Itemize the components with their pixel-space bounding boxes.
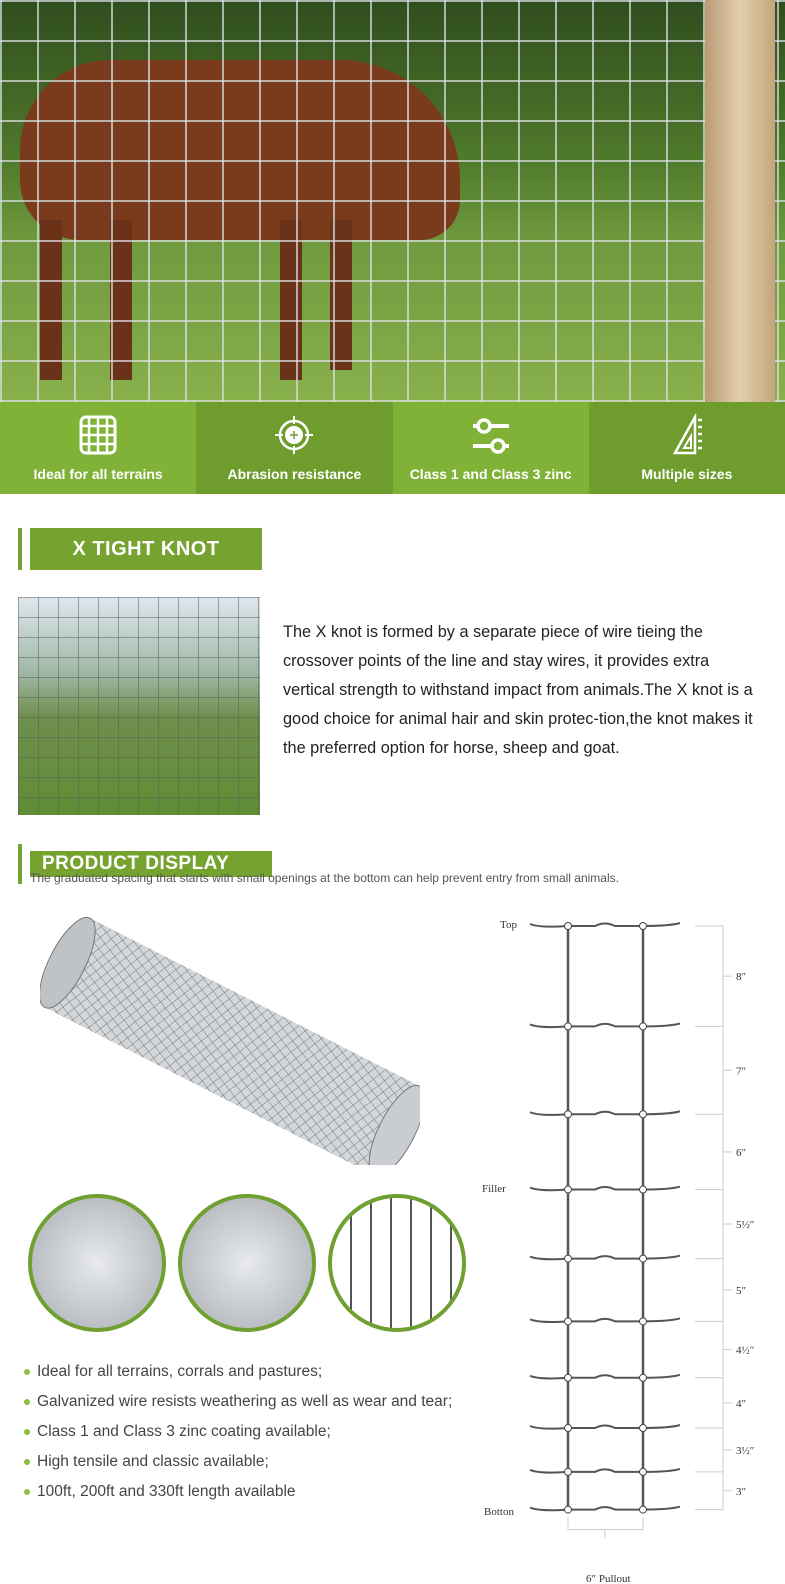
section-title: X TIGHT KNOT [30,528,262,570]
label-bottom: Botton [484,1506,514,1518]
line-wire [530,1023,680,1027]
line-wire [530,1375,680,1379]
knot-mark [640,1506,647,1513]
spacing-label: 4½″ [736,1344,755,1357]
knot-mark [565,1506,572,1513]
knot-closeup-2 [178,1194,316,1332]
triangle-ruler-icon [667,414,707,456]
spacing-label: 5″ [736,1284,747,1297]
knot-mark [565,1023,572,1030]
line-wire [530,1111,680,1115]
knot-mark [565,1255,572,1262]
section-subtitle: The graduated spacing that starts with small openings at the bottom can help prevent entry from small animals. [30,871,619,885]
knot-mark [640,1255,647,1262]
knot-mark [565,1468,572,1475]
list-item: Class 1 and Class 3 zinc coating available; [24,1417,452,1447]
list-item: 100ft, 200ft and 330ft length available [24,1477,452,1507]
feature-abrasion [196,402,392,494]
feature-label: Abrasion resistance [227,466,362,482]
pullout-bracket [568,1518,643,1538]
line-wire [530,1425,680,1429]
mesh-closeup [328,1194,466,1332]
line-wire [530,923,680,927]
line-wire [530,1187,680,1191]
wire-roll-image [40,915,420,1165]
knot-closeup-1 [28,1194,166,1332]
line-wire [530,1469,680,1473]
spacing-label: 6″ [736,1146,747,1159]
line-wire [530,1256,680,1260]
grid-icon [78,414,118,456]
spacing-label: 3″ [736,1485,747,1498]
spacing-label: 7″ [736,1065,747,1078]
target-icon [274,414,314,456]
feature-bullet-list [24,1357,452,1507]
knot-mark [640,1374,647,1381]
label-top: Top [500,919,517,931]
knot-mark [640,1468,647,1475]
spacing-label: 4″ [736,1397,747,1410]
knot-mark [565,1374,572,1381]
spacing-label: 8″ [736,971,747,984]
wire-spacing-diagram [480,900,785,1584]
x-knot-horses-photo [18,597,260,815]
knot-mark [565,1111,572,1118]
list-item: Galvanized wire resists weathering as well as wear and tear; [24,1387,452,1417]
feature-terrains [0,402,196,494]
feature-label: Ideal for all terrains [33,466,163,482]
knot-mark [565,1425,572,1432]
feature-label: Multiple sizes [641,466,733,482]
knot-mark [640,1111,647,1118]
line-wire [530,1507,680,1511]
knot-mark [640,1023,647,1030]
knot-mark [565,923,572,930]
x-knot-description: The X knot is formed by a separate piece of wire tieing the crossover points of the line and stay wires, it provides extra vertical strength to withstand impact from animals.The X knot is a good choice for animal hair and skin protec-tion,the knot makes it the preferred option for horse, sheep and goat. [283,623,753,757]
feature-zinc [393,402,589,494]
section-title: PRODUCT DISPLAY [30,851,272,877]
feature-label: Class 1 and Class 3 zinc [409,466,572,482]
knot-mark [640,1186,647,1193]
list-item: Ideal for all terrains, corrals and pastures; [24,1357,452,1387]
sliders-icon [471,414,511,456]
section-heading-x-tight-knot [18,528,262,570]
knot-mark [640,923,647,930]
knot-mark [640,1318,647,1325]
line-wire [530,1318,680,1322]
feature-sizes [589,402,785,494]
knot-mark [565,1318,572,1325]
label-filler: Filler [482,1183,506,1195]
knot-mark [565,1186,572,1193]
knot-mark [640,1425,647,1432]
spacing-label: 5½″ [736,1219,755,1232]
spacing-label: 3½″ [736,1444,755,1457]
feature-bar [0,402,785,494]
label-pullout: 6″ Pullout [586,1573,631,1584]
list-item: High tensile and classic available; [24,1447,452,1477]
hero-photo-horse-fence [0,0,785,402]
